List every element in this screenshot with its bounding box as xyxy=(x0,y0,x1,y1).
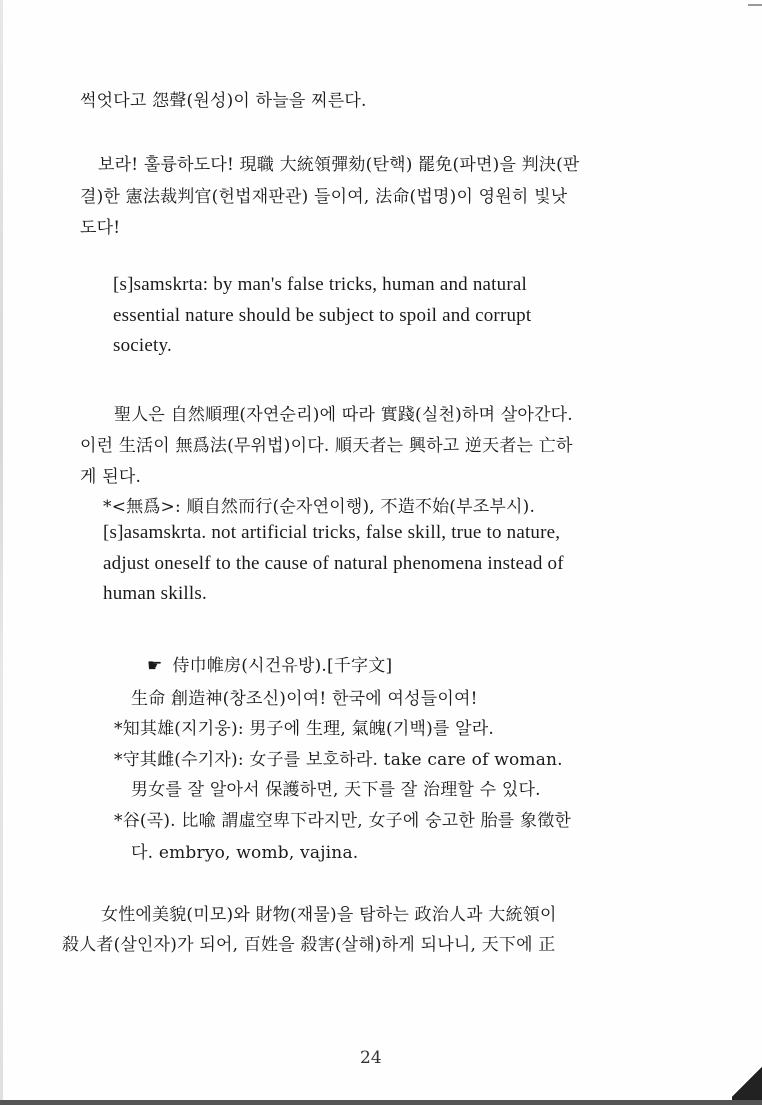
page-number: 24 xyxy=(360,1048,382,1068)
text-line: *知其雄(지기웅): 男子에 生理, 氣魄(기백)를 알라. xyxy=(114,719,494,739)
text-line: 男女를 잘 알아서 保護하면, 天下를 잘 治理할 수 있다. xyxy=(131,780,541,800)
english-line: [s]samskrta: by man's false tricks, human and natural xyxy=(113,274,527,295)
scan-edge-bottom xyxy=(0,1100,762,1105)
scan-edge-left xyxy=(0,0,3,1105)
text-line: 殺人者(살인자)가 되어, 百姓을 殺害(살해)하게 되나니, 天下에 正 xyxy=(62,935,556,955)
text-line: 보라! 훌륭하도다! 現職 大統領彈劾(탄핵) 罷免(파면)을 判決(판 xyxy=(98,155,580,175)
bullet-line xyxy=(147,651,392,676)
bullet-text: 侍巾帷房(시건유방).[千字文] xyxy=(172,656,393,676)
pointing-hand-icon: ☛ xyxy=(147,656,163,676)
text-line: 聖人은 自然順理(자연순리)에 따라 實踐(실천)하며 살아간다. xyxy=(114,405,573,425)
english-line: human skills. xyxy=(103,583,207,604)
text-line: 이런 生活이 無爲法(무위법)이다. 順天者는 興하고 逆天者는 亡하 xyxy=(80,436,573,456)
text-line: *谷(곡). 比喩 謂虛空卑下라지만, 女子에 숭고한 胎를 象徵한 xyxy=(114,811,572,831)
text-line: 썩엇다고 怨聲(원성)이 하늘을 찌른다. xyxy=(80,91,367,111)
english-line: [s]asamskrta. not artificial tricks, false skill, true to nature, xyxy=(103,522,561,543)
text-line: 生命 創造神(창조신)이여! 한국에 여성들이여! xyxy=(131,689,478,709)
text-line: 도다! xyxy=(80,218,121,238)
english-line: essential nature should be subject to spoil and corrupt xyxy=(113,305,532,326)
text-line: *守其雌(수기자): 女子를 보호하라. take care of woman. xyxy=(114,750,563,770)
english-line: adjust oneself to the cause of natural phenomena instead of xyxy=(103,553,564,574)
text-line: 게 된다. xyxy=(80,467,142,487)
scan-mark-top xyxy=(748,4,762,6)
text-line: 다. embryo, womb, vajina. xyxy=(131,843,359,863)
text-line: *<無爲>: 順自然而行(순자연이행), 不造不始(부조부시). xyxy=(103,497,536,517)
text-line: 결)한 憲法裁判官(헌법재판관) 들이여, 法命(법명)이 영원히 빛낫 xyxy=(80,187,568,207)
english-line: society. xyxy=(113,335,172,356)
scan-corner-mark xyxy=(732,1062,762,1102)
text-line: 女性에美貌(미모)와 財物(재물)을 탐하는 政治人과 大統領이 xyxy=(101,905,557,925)
